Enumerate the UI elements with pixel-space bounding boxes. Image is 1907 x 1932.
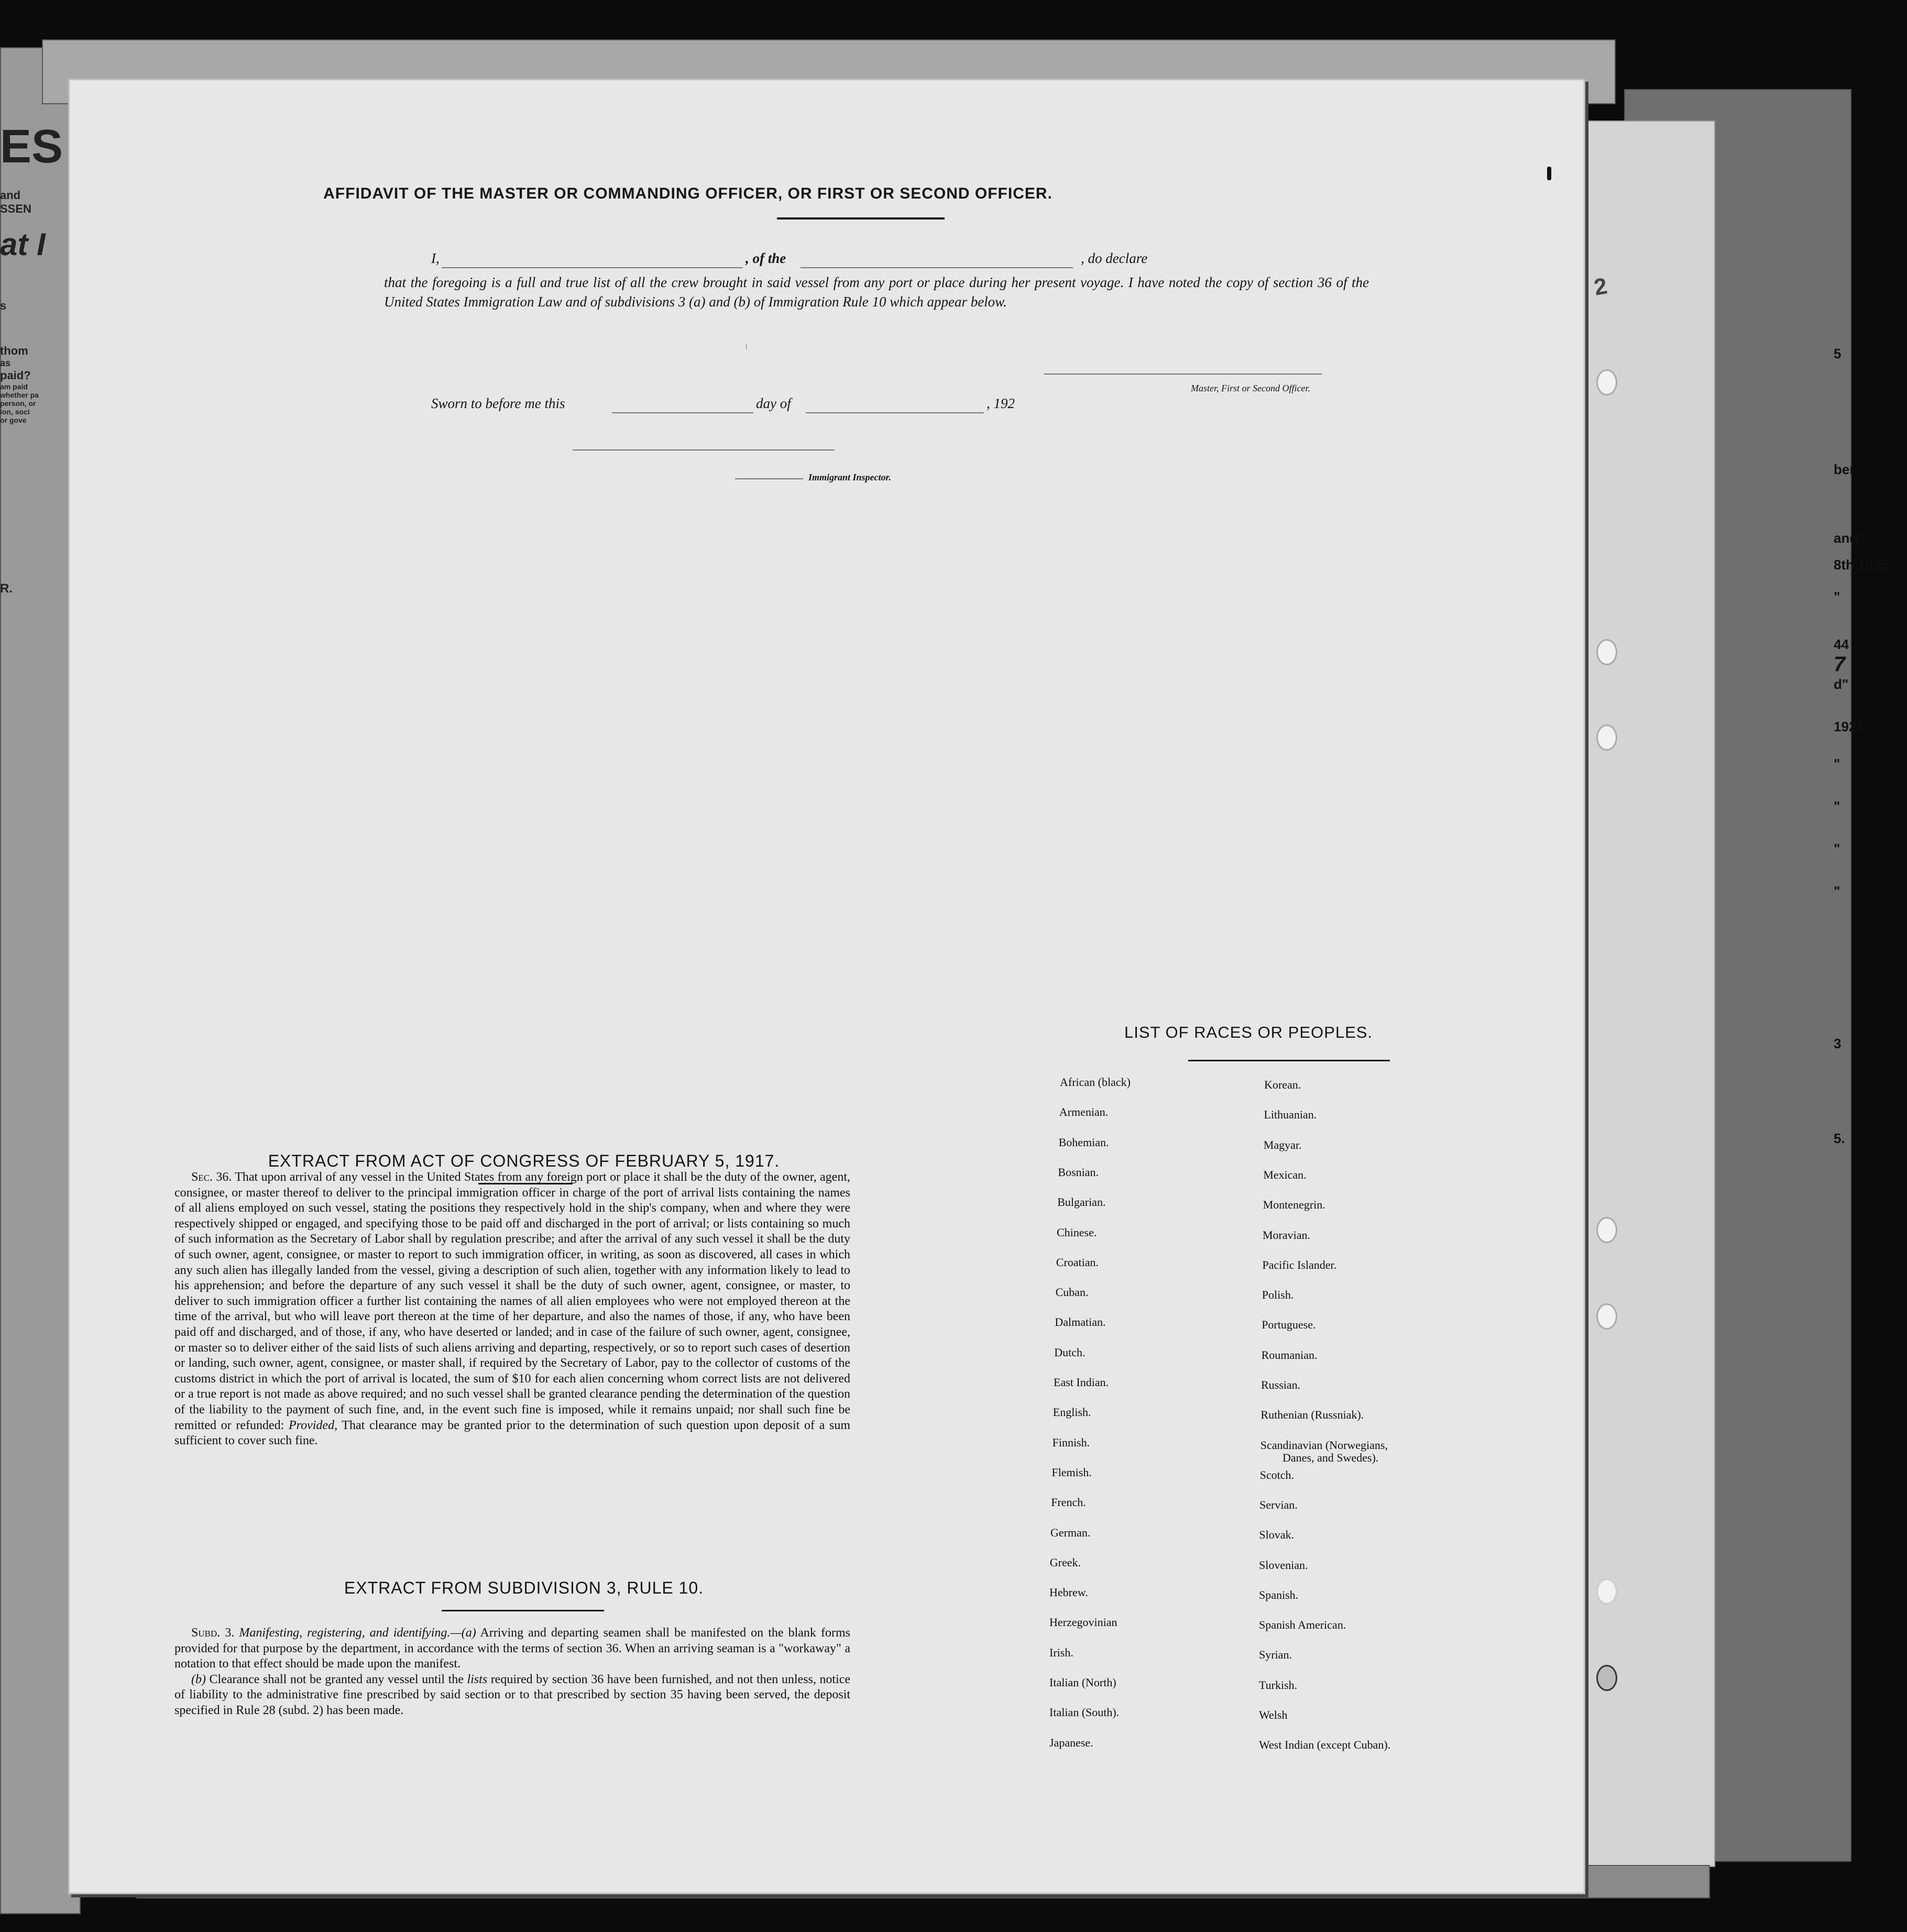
race-item: Servian. xyxy=(1259,1498,1298,1511)
affidavit-title-rule xyxy=(777,217,945,219)
race-item: Slovak. xyxy=(1259,1528,1295,1542)
race-item: Greek. xyxy=(1049,1555,1081,1569)
races-title-rule xyxy=(1188,1060,1390,1061)
document-page xyxy=(68,79,1609,1894)
left-fragment: ion, soci xyxy=(0,408,30,416)
sec-text-2: That clearance may be granted prior to the determination of such question upon deposit of a sum sufficient to cover such fine. xyxy=(174,1418,851,1448)
race-item: Danes, and Swedes). xyxy=(1283,1451,1379,1464)
sworn-day-line[interactable] xyxy=(612,412,753,413)
punch-hole-icon xyxy=(1596,1303,1617,1330)
race-item: Flemish. xyxy=(1051,1465,1092,1479)
affidavit-line1 xyxy=(431,250,1453,271)
left-fragment: whether pa xyxy=(0,391,39,399)
races-column-left xyxy=(1049,1075,1207,1809)
sec-label: Sec. 36. xyxy=(191,1170,232,1184)
para-a-text: Arriving and departing seamen shall be manifested on the blank forms provided for that purpose by the department, in accordance with the terms of section 36. When an arriving seaman is a "workaway" a notation to that effect should be made upon the manifest. xyxy=(174,1626,850,1671)
race-item: West Indian (except Cuban). xyxy=(1259,1738,1391,1752)
race-item: Cuban. xyxy=(1055,1286,1089,1299)
sworn-prefix: Sworn to before me this xyxy=(431,396,565,411)
punch-hole-icon xyxy=(1596,724,1617,751)
right-fragment: 3 xyxy=(1834,1036,1842,1051)
race-item: French. xyxy=(1051,1496,1086,1509)
right-fragment: 8th 1925 xyxy=(1834,557,1889,573)
race-item: Roumanian. xyxy=(1261,1348,1318,1362)
race-item: Bohemian. xyxy=(1058,1135,1109,1149)
affidavit-body: that the foregoing is a full and true list of all the crew brought in said vessel from any port or place during her present voyage. I have noted the copy of section 36 of the United States Immigration Law and of subdivisions 3 (a) and (b) of Immigration Rule 10 which appear below. xyxy=(384,275,1369,310)
right-fragment: " xyxy=(1834,589,1840,605)
race-item: East Indian. xyxy=(1054,1376,1109,1389)
race-item: Montenegrin. xyxy=(1263,1198,1325,1212)
signature-line[interactable] xyxy=(1044,374,1322,375)
punch-hole-icon xyxy=(1596,369,1617,396)
race-item: Herzegovinian xyxy=(1049,1616,1117,1629)
extract-rule-title: EXTRACT FROM SUBDIVISION 3, RULE 10. xyxy=(344,1578,704,1597)
race-item: Bulgarian. xyxy=(1057,1195,1106,1209)
race-item: Finnish. xyxy=(1052,1435,1090,1449)
race-item: Spanish American. xyxy=(1259,1618,1346,1632)
master-name-line[interactable] xyxy=(442,267,743,268)
left-fragment: person, or xyxy=(0,399,36,408)
race-item: Scandinavian (Norwegians, xyxy=(1260,1438,1388,1452)
sworn-month-line[interactable] xyxy=(806,412,984,413)
left-fragment: paid? xyxy=(0,369,31,382)
inspector-short-line[interactable] xyxy=(735,478,803,479)
ink-mark-icon xyxy=(1547,167,1551,180)
extract-act-body xyxy=(174,1170,850,1449)
races-title: LIST OF RACES OR PEOPLES. xyxy=(1124,1023,1373,1041)
para-b-text-2: required by section 36 have been furnished, and not then unless, notice of liability to the administrative fine prescribed by said section or to that prescribed by section 35 having been served, the deposit specified in Rule 28 (subd. 2) has been made. xyxy=(174,1672,850,1717)
extract-act-title: EXTRACT FROM ACT OF CONGRESS OF FEBRUARY 5, 1917. xyxy=(268,1151,780,1170)
race-item: German. xyxy=(1050,1525,1091,1539)
race-item: Portuguese. xyxy=(1262,1318,1316,1332)
para-b-text-1: Clearance shall not be granted any vessel until the xyxy=(209,1672,464,1686)
affidavit-do-declare: , do declare xyxy=(1081,250,1148,266)
races-column-right xyxy=(1259,1078,1468,1812)
right-fragment: 1925 xyxy=(1834,719,1864,734)
race-item: Ruthenian (Russniak). xyxy=(1261,1408,1364,1422)
affidavit-title: AFFIDAVIT OF THE MASTER OR COMMANDING OFFICER, OR FIRST OR SECOND OFFICER. xyxy=(323,185,1053,202)
right-fragment: d" xyxy=(1834,676,1849,692)
right-fragment: " xyxy=(1834,798,1840,814)
race-item: Slovenian. xyxy=(1259,1558,1308,1572)
race-item: Korean. xyxy=(1264,1078,1301,1091)
race-item: Syrian. xyxy=(1259,1648,1292,1662)
race-item: Italian (North) xyxy=(1049,1676,1116,1689)
provided-word: Provided, xyxy=(288,1418,338,1432)
right-fragment: 7 xyxy=(1834,653,1846,676)
signature-label: Master, First or Second Officer. xyxy=(1191,383,1310,393)
left-fragment: thom xyxy=(0,344,28,357)
page-mark: 2 xyxy=(1592,273,1609,301)
para-a-marker: —(a) xyxy=(450,1626,476,1640)
punch-hole-torn-icon xyxy=(1596,1665,1617,1691)
left-fragment: SSEN xyxy=(0,202,31,215)
race-item: Bosnian. xyxy=(1058,1165,1099,1179)
right-fragment: 5 xyxy=(1834,346,1842,361)
right-fragment: " xyxy=(1834,756,1840,772)
left-edge-fragments xyxy=(0,120,63,596)
para-b-marker: (b) xyxy=(191,1672,206,1686)
race-item: Armenian. xyxy=(1059,1105,1109,1119)
race-item: Scotch. xyxy=(1259,1468,1294,1481)
race-item: Dutch. xyxy=(1054,1345,1086,1359)
sec-text-1: That upon arrival of any vessel in the United States from any foreign port or place it shall be the duty of the owner, agent, consignee, or master thereof to deliver to the principal immigration officer in charge of the port of arrival lists containing the names of all aliens employed on such vessel, stating the positions they respectively hold in the ship's company, when and where they were respectively shipped or engaged, and specifying those to be paid off and discharged in the port of arrival; or lists containing so much of such information as the Secretary of Labor shall by regulation prescribe; and after the arrival of any such vessel it shall be the duty of such owner, agent, consignee, or master to report to such immigration officer, in writing, as soon as discovered, all cases in which any such alien has illegally landed from the vessel, giving a description of such alien, together with any information likely to lead to his apprehension; and before the departure of any such vessel it shall be the duty of such owner, agent, consignee, or master, to deliver to such immigration officer a further list containing the names of all alien employees who were not employed thereon at the time of the arrival, but who will leave port thereon at the time of her departure, and also the names of those, if any, who have been paid off and discharged, and of those, if any, who have deserted or landed; and in case of the failure of such owner, agent, consignee, or master so to deliver either of the said lists of such aliens arriving and departing, respectively, or so to report such cases of desertion or landing, such owner, agent, consignee, or master shall, if required by the Secretary of Labor, pay to the collector of customs of the customs district in which the port of arrival is located, the sum of $10 for each alien concerning whom correct lists are not delivered or a true report is not made as above required; and no such vessel shall be granted clearance pending the determination of the question of the liability to the payment of such fine, and, in the event such fine is imposed, while it remains unpaid; nor shall such fine be remitted or refunded: xyxy=(174,1170,850,1432)
race-item: Croatian. xyxy=(1056,1255,1099,1269)
sworn-day-of: day of xyxy=(756,396,791,411)
lists-word: lists xyxy=(467,1672,488,1686)
subd-heading: Manifesting, registering, and identifying. xyxy=(239,1626,451,1640)
punch-hole-icon xyxy=(1596,639,1617,665)
affidavit-i: I, xyxy=(431,250,440,266)
punch-hole-icon xyxy=(1596,1578,1617,1605)
right-fragment: " xyxy=(1834,841,1840,857)
race-item: Russian. xyxy=(1261,1378,1301,1391)
race-item: Magyar. xyxy=(1263,1138,1302,1151)
left-fragment: am paid xyxy=(0,382,28,391)
punch-hole-icon xyxy=(1596,1217,1617,1243)
right-fragment: 5. xyxy=(1834,1130,1845,1146)
stray-mark: ᶩ xyxy=(746,342,748,354)
right-fragment: 44 xyxy=(1834,636,1849,652)
race-item: Mexican. xyxy=(1263,1168,1307,1181)
race-item: Welsh xyxy=(1259,1708,1288,1721)
race-item: Polish. xyxy=(1262,1288,1294,1302)
race-item: Italian (South). xyxy=(1049,1706,1120,1719)
extract-rule-body xyxy=(174,1626,850,1719)
vessel-name-line[interactable] xyxy=(801,267,1073,268)
extract-rule-rule xyxy=(442,1610,604,1611)
right-fragment: and" xyxy=(1834,530,1865,546)
race-item: Chinese. xyxy=(1057,1225,1097,1239)
inspector-label: Immigrant Inspector. xyxy=(808,472,892,482)
right-fragment: " xyxy=(1834,883,1840,899)
race-item: Hebrew. xyxy=(1049,1586,1088,1599)
sworn-line xyxy=(431,396,1086,416)
subd-label: Subd. 3. xyxy=(191,1626,235,1640)
left-fragment-big: ES xyxy=(0,120,63,173)
affidavit-of-the: , of the xyxy=(746,250,786,266)
inspector-signature-line[interactable] xyxy=(573,449,835,451)
left-fragment: and xyxy=(0,189,21,202)
race-item: Turkish. xyxy=(1259,1678,1298,1692)
right-edge-fragments xyxy=(1834,346,1907,1147)
race-item: Pacific Islander. xyxy=(1262,1258,1337,1271)
race-item: Japanese. xyxy=(1049,1736,1093,1749)
race-item: Dalmatian. xyxy=(1055,1315,1106,1329)
race-item: Moravian. xyxy=(1263,1228,1311,1242)
left-fragment: or gove xyxy=(0,416,27,424)
left-fragment: R. xyxy=(0,581,13,596)
race-item: Irish. xyxy=(1049,1645,1073,1659)
right-fragment: ber xyxy=(1834,462,1855,477)
left-fragment: s xyxy=(0,299,7,312)
race-item: African (black) xyxy=(1060,1075,1131,1089)
left-fragment-big: at I xyxy=(0,227,46,262)
race-item: Spanish. xyxy=(1259,1588,1299,1601)
race-item: Lithuanian. xyxy=(1264,1108,1317,1122)
race-item: English. xyxy=(1053,1406,1091,1419)
sworn-year: , 192 xyxy=(987,396,1015,411)
left-fragment: as xyxy=(0,358,11,368)
